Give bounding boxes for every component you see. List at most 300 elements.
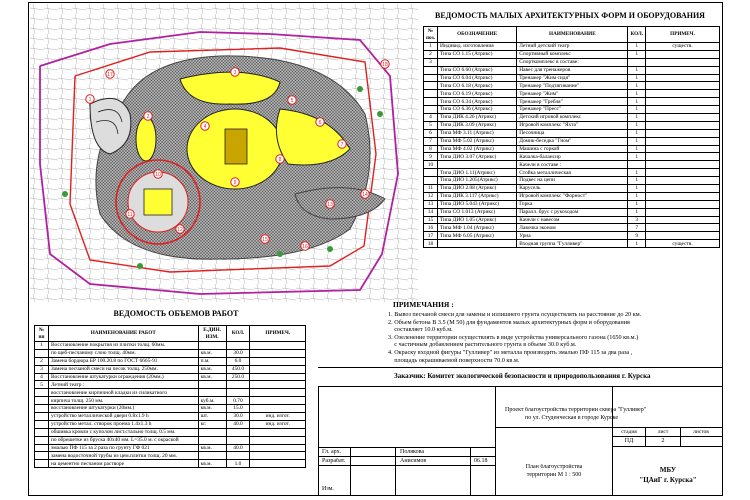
maf-row [424,145,720,153]
maf-cell: Типа МФ 1.04 (Атрикс) [437,224,516,232]
works-cell: Замена бордюра БР 100.20.8 по ГОСТ 6665-91 [48,357,198,365]
maf-cell [424,90,438,98]
works-cell [226,342,250,350]
maf-cell: Типа МФ 6.05 (Атрикс) [437,232,516,240]
maf-cell: 1 [628,200,646,208]
works-cell [35,436,49,444]
works-cell [250,389,306,397]
maf-cell: Песочница [517,129,628,137]
works-cell [35,428,49,436]
maf-cell: 9 [424,153,438,161]
works-cell: 2 [35,357,49,365]
maf-cell: Типа ДИК 4.26 (Атрикс) [437,114,516,122]
works-row [35,389,306,397]
works-cell: шт. [198,413,226,421]
maf-cell [437,240,516,248]
maf-cell: 1 [628,240,646,248]
works-cell: на цементно песчаном растворе [48,460,198,468]
works-cell: 450.0 [226,365,250,373]
works-header-cell: ПРИМЕЧ. [250,326,306,342]
works-row [35,413,306,421]
maf-cell: 1 [424,43,438,51]
plan-marker-label: 11 [127,212,133,218]
plan-marker-label: 13 [327,202,333,208]
maf-cell: 17 [424,232,438,240]
works-cell: восстановление кирпичной кладки из силикатного [48,389,198,397]
maf-cell: Типа ДИО 2.08 (Атрикс) [437,185,516,193]
works-cell [35,349,49,357]
maf-header-cell: ПРИМЕЧ. [646,27,720,43]
maf-cell [424,106,438,114]
plan-marker-label: 3 [233,70,237,76]
maf-cell [646,153,720,161]
maf-cell: Типа ДИК 3.117 (Атрикс) [437,192,516,200]
sheet-value: 2 [661,438,665,444]
works-cell: замена водосточной трубы из цем.плитки толщ. 20 мм. [48,452,198,460]
maf-cell: Типа СО 6.04 (Атрикс) [437,74,516,82]
plan-marker-label: 12 [177,227,183,233]
plan-marker-label: 2 [146,114,150,120]
maf-cell: Лавочка эконом [517,224,628,232]
sheet-title: План благоустройства [525,464,583,470]
maf-cell: 1 [628,185,646,193]
maf-row [424,98,720,106]
plan-marker-label: 6 [318,120,322,126]
maf-row [424,224,720,232]
maf-cell [646,114,720,122]
maf-cell: 1 [628,192,646,200]
maf-cell: 1 [628,106,646,114]
note-line: 4. Окраску входной фигуры "Гулливер" из металла производить эмалью ПФ 115 за два раза , [388,348,633,356]
maf-cell: Летний детский театр [517,43,628,51]
maf-cell: Типа СО 6.60 (Атрикс) [437,66,516,74]
maf-cell: Качалка-балансир [517,153,628,161]
sheet-label: лист [657,429,669,435]
plan-marker-label: 10 [155,172,161,178]
works-row [35,349,306,357]
works-cell [226,452,250,460]
maf-cell: Типа ДИО 1.205(Атрикс) [437,177,516,185]
maf-cell: 10 [424,161,438,169]
plan-marker-label: 17 [107,72,113,78]
works-cell: эмалью ПФ 115 за 2 раза по грунту ГФ 021 [48,444,198,452]
works-cell [250,397,306,405]
maf-cell [437,161,516,169]
works-cell: инд. изгот. [250,413,306,421]
maf-cell [646,192,720,200]
maf-cell: 1 [628,74,646,82]
works-cell [250,436,306,444]
maf-table [423,26,720,248]
maf-cell: 1 [628,43,646,51]
maf-cell: Типа СО 6.34 (Атрикс) [437,98,516,106]
works-cell [250,460,306,468]
note-line: составляет 10.0 куб.м. [388,326,453,334]
maf-row [424,74,720,82]
note-line: 3. Озеленение территории осуществлять в виде устройства универсального газона (1650 кв.м.) [388,333,639,341]
works-row [35,428,306,436]
works-header-cell: № пп [35,326,49,342]
works-header-cell: НАИМЕНОВАНИЕ РАБОТ [48,326,198,342]
works-row [35,373,306,381]
plan-marker-label: 18 [382,62,388,68]
changes-label: Изм. [322,486,334,492]
works-cell: по щеб-песчаному слою толщ. 40мм. [48,349,198,357]
works-cell [226,428,250,436]
works-row [35,436,306,444]
maf-cell: 13 [424,200,438,208]
maf-cell: Типа ДИО 5.043 (Атрикс) [437,200,516,208]
works-cell: 0.70 [226,397,250,405]
maf-cell [646,129,720,137]
works-cell: 5 [35,381,49,389]
maf-row [424,208,720,216]
maf-cell: 3 [628,216,646,224]
maf-cell: 1 [628,129,646,137]
maf-row [424,200,720,208]
maf-cell: 1 [628,145,646,153]
works-cell: 3 [35,365,49,373]
maf-cell: 7 [628,224,646,232]
maf-cell: 1 [628,114,646,122]
play-zone-left [136,117,156,161]
maf-row [424,66,720,74]
works-cell [250,342,306,350]
maf-cell: Типа МФ 5.02 (Атрикс) [437,137,516,145]
maf-cell [424,98,438,106]
works-row [35,357,306,365]
works-cell: 15.0 [226,405,250,413]
maf-cell [646,82,720,90]
maf-cell: Тренажер "Подтягивание" [517,82,628,90]
gip-name: Полякова [400,449,425,455]
maf-cell: 3 [424,58,438,66]
maf-cell: Входная группа "Гулливер" [517,240,628,248]
maf-cell [646,50,720,58]
maf-cell: Качели в составе : [517,161,628,169]
maf-cell: Качели с навесом [517,216,628,224]
works-cell [198,381,226,389]
works-cell [250,365,306,373]
works-cell [250,373,306,381]
maf-cell [646,232,720,240]
maf-cell: 7 [424,137,438,145]
maf-cell: Подвес на цепи [517,177,628,185]
works-cell: кв.м. [198,349,226,357]
maf-cell: Тренажер "Жим" [517,90,628,98]
maf-row [424,153,720,161]
works-cell: Восстановление штукатурки ограждения (20мм.) [48,373,198,381]
works-header-cell: КОЛ. [226,326,250,342]
works-cell: по обрешетке из бруска 40х40 мм. L=35.0 м. с окраской [48,436,198,444]
maf-cell: Урна [517,232,628,240]
stage-value: ПД [624,438,634,444]
note-line: с частичным добавлением растительного грунта в объеме 30.0 куб.м. [388,341,577,349]
maf-cell [424,169,438,177]
plan-marker-label: 1 [88,97,92,103]
works-cell: Летний театр : [48,381,198,389]
maf-header-cell: НАИМЕНОВАНИЕ [517,27,628,43]
maf-row [424,137,720,145]
maf-cell [646,224,720,232]
maf-cell: Домик-беседка "Гном" [517,137,628,145]
note-line: 1. Вывоз песчаной смеси для замены и излишнего грунта осуществлять на расстояние до 20 км. [388,311,642,318]
maf-cell: 2 [424,50,438,58]
maf-header-cell: ОБОЗНАЧЕНИЕ [437,27,516,43]
maf-cell: Типа СО 1.15 (Атрикс) [437,50,516,58]
works-cell [35,413,49,421]
maf-row [424,58,720,66]
maf-row [424,169,720,177]
maf-cell: Тренажер "Пресс" [517,106,628,114]
maf-cell [646,106,720,114]
works-row [35,405,306,413]
stage-label: стадия [621,429,637,435]
works-cell: 1.0 [226,460,250,468]
maf-row [424,82,720,90]
works-cell [198,452,226,460]
maf-cell: 1 [628,90,646,98]
works-cell: устройство метал. створок проема 1.4х1.3 h [48,420,198,428]
maf-row [424,240,720,248]
works-cell [35,444,49,452]
works-header-row [35,326,306,342]
maf-cell: Типа СО 6.18 (Атрикс) [437,82,516,90]
works-cell [35,389,49,397]
works-table-title: ВЕДОМОСТЬ ОБЪЕМОВ РАБОТ [113,309,239,318]
works-row [35,365,306,373]
project-name: Проект благоустройства территории сквера "Гулливер" [505,407,647,413]
maf-row [424,232,720,240]
maf-cell: 18 [424,240,438,248]
maf-cell: 9 [628,232,646,240]
maf-cell: существ. [646,240,720,248]
works-cell [250,405,306,413]
works-cell [198,342,226,350]
works-row [35,420,306,428]
works-cell: 40.0 [226,444,250,452]
maf-cell [646,90,720,98]
works-cell: 30.0 [226,349,250,357]
maf-cell [628,58,646,66]
works-table [34,325,306,468]
plan-marker-label: 9 [233,180,237,186]
maf-row [424,129,720,137]
works-row [35,452,306,460]
maf-cell: Навес для тренажеров [517,66,628,74]
works-cell: кв.м. [198,373,226,381]
works-row [35,444,306,452]
developer-name: Анисимов [400,458,427,464]
works-cell: кв.м. [198,405,226,413]
maf-header-row [424,27,720,43]
date: 06.18 [474,458,488,464]
works-cell [250,357,306,365]
works-cell [35,405,49,413]
maf-cell [424,74,438,82]
works-cell [250,444,306,452]
works-row [35,381,306,389]
maf-cell: 1 [628,82,646,90]
maf-cell: Типа СО 6.19 (Атрикс) [437,90,516,98]
maf-row [424,50,720,58]
works-cell [198,389,226,397]
maf-cell: 1 [628,208,646,216]
works-cell: Замена песчаной смеси на песок толщ. 250мм. [48,365,198,373]
maf-cell [646,66,720,74]
notes-title: ПРИМЕЧАНИЯ : [393,300,454,309]
works-cell: 6.0 [226,357,250,365]
works-cell: 1 [35,342,49,350]
maf-cell: Игровой комплекс "Форност" [517,192,628,200]
maf-cell: 4 [424,114,438,122]
works-cell [226,381,250,389]
works-cell: куб.м. [198,397,226,405]
project-address: по ул. Студенческая в городе Курске [525,415,619,421]
maf-cell: 1 [628,177,646,185]
maf-cell: 8 [424,145,438,153]
maf-row [424,177,720,185]
maf-cell: Паралл. брус с рукоходом [517,208,628,216]
works-cell: Восстановление покрытия из плитки толщ. 60мм. [48,342,198,350]
maf-cell [646,200,720,208]
maf-cell: 12 [424,192,438,200]
customer-line: Заказчик: Комитет экологической безопасности и природопользования г. Курска [394,372,651,380]
maf-cell [424,82,438,90]
works-row [35,397,306,405]
works-cell: устройство металлической двери 0.8х1.9 h [48,413,198,421]
plan-marker-label: 5 [290,98,294,104]
maf-cell: Спортивный комплекс [517,50,628,58]
maf-cell: Типа МФ 4.02 (Атрикс) [437,145,516,153]
works-row [35,342,306,350]
gip-label: Гл. арх. [322,449,342,455]
works-cell [35,397,49,405]
site-plan [30,4,418,302]
works-cell [198,428,226,436]
works-cell [250,381,306,389]
maf-cell [646,161,720,169]
works-cell: кг. [198,420,226,428]
works-row [35,460,306,468]
sheet-scale: территории М 1 : 500 [526,472,582,478]
maf-cell [646,169,720,177]
works-cell: 40.0 [226,420,250,428]
works-cell [35,452,49,460]
maf-row [424,121,720,129]
maf-cell [646,145,720,153]
maf-header-cell: № поз. [424,27,438,43]
works-cell: 250.0 [226,373,250,381]
plan-marker-label: 4 [203,124,207,130]
maf-cell: Детский игровой комплекс [517,114,628,122]
maf-row [424,185,720,193]
maf-cell: Тренажер "Гребля" [517,98,628,106]
maf-cell: 14 [424,208,438,216]
plan-marker-label: 8 [278,157,282,163]
org-city: "ЦАиГ г. Курска" [639,476,697,484]
maf-cell: Типа ДИК 3.09 (Атрикс) [437,121,516,129]
works-cell [226,389,250,397]
works-cell: 4 [35,373,49,381]
maf-cell [646,137,720,145]
maf-cell: 16 [424,224,438,232]
maf-cell: Игровой комплекс "Яхта" [517,121,628,129]
plan-marker-label: 14 [362,192,368,198]
maf-cell: Типа ДИО 1.05 (Атрикс) [437,216,516,224]
maf-cell: Типа СО 1.013 (Атрикс) [437,208,516,216]
maf-cell: 15 [424,216,438,224]
plan-marker-label: 7 [340,142,344,148]
works-cell: обшивка кровли с куполом лист.стально толщ. 0.5 мм. [48,428,198,436]
maf-cell: 1 [628,137,646,145]
maf-table-title: ВЕДОМОСТЬ МАЛЫХ АРХИТЕКТУРНЫХ ФОРМ И ОБОРУДОВАНИЯ [435,11,705,20]
works-cell: кв.м. [198,444,226,452]
maf-cell: 1 [628,66,646,74]
works-header-cell: Е.ДИН. ИЗМ. [198,326,226,342]
works-cell: п.м. [198,357,226,365]
maf-cell: Горка [517,200,628,208]
maf-cell: Типа ДИО 3.07 (Атрикс) [437,153,516,161]
maf-row [424,90,720,98]
works-cell: кв.м. [198,365,226,373]
maf-cell [424,66,438,74]
maf-cell: Стойка металлическая [517,169,628,177]
maf-cell: Индивид. изготовления [437,43,516,51]
works-cell [226,436,250,444]
maf-cell [646,74,720,82]
works-cell [35,460,49,468]
maf-cell: 1 [628,98,646,106]
maf-cell [424,177,438,185]
works-cell [250,349,306,357]
sheets-label: листов [693,429,709,435]
maf-cell [646,98,720,106]
developer-label: Разрабат. [322,458,346,464]
maf-cell: Спорткомплекс в составе: [517,58,628,66]
maf-cell [646,177,720,185]
maf-row [424,106,720,114]
maf-cell [646,58,720,66]
org-name: МБУ [659,466,677,474]
maf-cell: 11 [424,185,438,193]
maf-cell [646,216,720,224]
works-cell: инд. изгот. [250,420,306,428]
maf-cell [628,161,646,169]
maf-header-cell: КОЛ. [628,27,646,43]
maf-cell: 1 [628,169,646,177]
maf-cell: Типа ДИО 1.11(Атрикс) [437,169,516,177]
notes-list [388,311,718,364]
maf-row [424,114,720,122]
maf-cell: Тренажер "Жим сидя" [517,74,628,82]
maf-cell [437,58,516,66]
maf-cell: 5 [424,121,438,129]
works-cell: кв.м. [198,460,226,468]
maf-row [424,43,720,51]
maf-row [424,216,720,224]
plan-marker-label: 16 [302,244,308,250]
maf-cell [646,208,720,216]
works-cell [250,452,306,460]
works-cell: кирпича толщ. 250 мм. [48,397,198,405]
note-line: площадь окрашиваемой поверхности 70.0 кв.м. [388,356,520,364]
works-cell [250,428,306,436]
maf-cell [646,185,720,193]
plan-marker-label: 15 [262,237,268,243]
maf-cell: 1 [628,121,646,129]
maf-cell: 1 [628,153,646,161]
